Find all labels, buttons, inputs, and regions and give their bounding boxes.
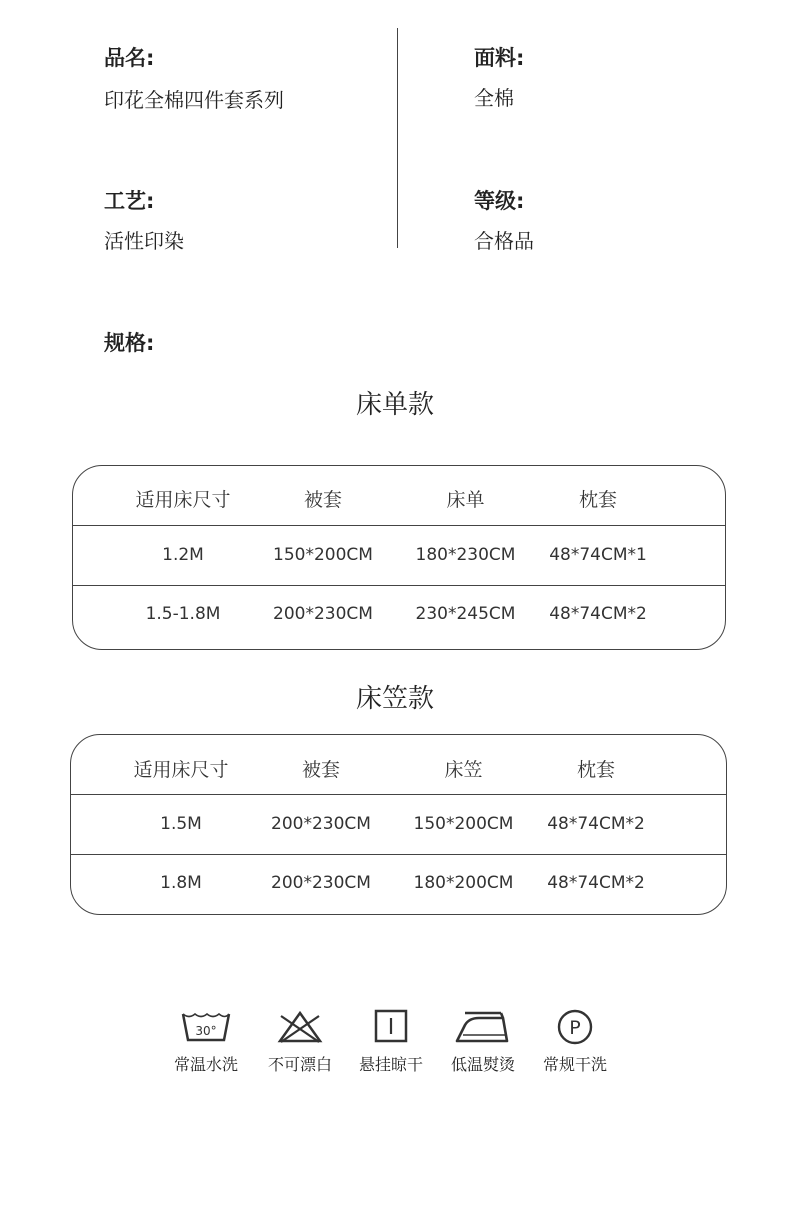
care-label: 不可漂白: [267, 1055, 332, 1074]
table-cell: 48*74CM*1: [549, 545, 647, 565]
craft-value: 活性印染: [104, 229, 184, 253]
table-cell: 180*200CM: [413, 873, 514, 893]
table-cell: 1.2M: [162, 545, 204, 565]
grade-value: 合格品: [474, 229, 534, 253]
care-item-hang-dry: [346, 1008, 436, 1075]
care-label: 常规干洗: [542, 1055, 607, 1074]
table-cell: 1.5-1.8M: [145, 604, 221, 624]
fitted-table-title: 床笠款: [355, 684, 434, 714]
sheet-table: [72, 465, 726, 650]
sheet-table-title: 床单款: [355, 390, 434, 420]
hang-dry-icon: [371, 1008, 411, 1046]
dry-clean-p-icon: [555, 1008, 595, 1046]
table-cell: 200*230CM: [273, 604, 373, 624]
grade-label: 等级:: [474, 189, 525, 213]
fabric-label: 面料:: [474, 46, 525, 70]
table-row: [71, 794, 726, 855]
header-cell: 床单: [446, 489, 485, 511]
care-label: 常温水洗: [173, 1055, 238, 1074]
name-label: 品名:: [104, 46, 155, 70]
table-header-row: [71, 735, 726, 795]
wash-30-icon: [180, 1008, 232, 1046]
header-cell: 被套: [303, 489, 342, 511]
table-row: [71, 854, 726, 915]
info-divider: [397, 28, 398, 248]
table-cell: 1.5M: [160, 814, 202, 834]
no-bleach-icon: [275, 1008, 325, 1046]
care-item-no-bleach: [255, 1008, 345, 1075]
name-value: 印花全棉四件套系列: [104, 88, 284, 112]
craft-label: 工艺:: [104, 189, 155, 213]
table-cell: 48*74CM*2: [547, 814, 645, 834]
fitted-table: [70, 734, 727, 915]
table-cell: 48*74CM*2: [547, 873, 645, 893]
table-cell: 48*74CM*2: [549, 604, 647, 624]
header-cell: 枕套: [576, 759, 615, 781]
table-cell: 200*230CM: [271, 873, 371, 893]
care-label: 悬挂晾干: [358, 1055, 423, 1074]
header-cell: 适用床尺寸: [133, 759, 229, 781]
header-cell: 被套: [301, 759, 340, 781]
care-item-wash: [161, 1008, 251, 1075]
care-label: 低温熨烫: [450, 1055, 515, 1074]
header-cell: 床笠: [444, 759, 483, 781]
header-cell: 枕套: [578, 489, 617, 511]
table-header-row: [73, 466, 725, 526]
dry-clean-badge: P: [569, 1017, 581, 1039]
table-cell: 150*200CM: [273, 545, 373, 565]
spec-label: 规格:: [104, 331, 155, 355]
care-item-iron: [438, 1008, 528, 1075]
header-cell: 适用床尺寸: [135, 489, 231, 511]
table-cell: 1.8M: [160, 873, 202, 893]
table-cell: 150*200CM: [413, 814, 514, 834]
table-cell: 200*230CM: [271, 814, 371, 834]
table-cell: 230*245CM: [415, 604, 516, 624]
iron-low-icon: [453, 1008, 513, 1046]
wash-temp-badge: 30°: [195, 1024, 217, 1038]
care-item-dry-clean: [530, 1008, 620, 1075]
table-cell: 180*230CM: [415, 545, 516, 565]
table-row: [73, 525, 725, 586]
table-row: [73, 585, 725, 650]
fabric-value: 全棉: [474, 86, 514, 110]
